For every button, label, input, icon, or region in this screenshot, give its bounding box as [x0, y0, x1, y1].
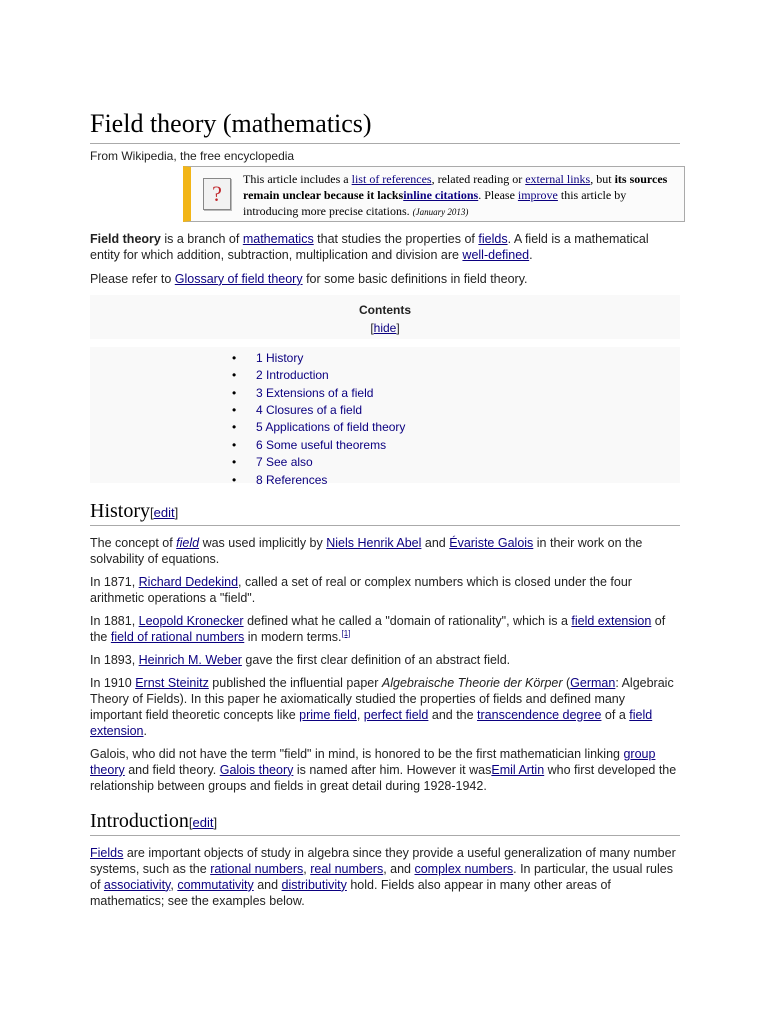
toc-list [90, 347, 680, 487]
history-paragraph: In 1893, Heinrich M. Weber gave the first clear definition of an abstract field. [90, 652, 511, 667]
improve-link[interactable]: improve [517, 187, 558, 202]
toc-item: • 8 References [232, 472, 680, 489]
galois-theory-link[interactable]: Galois theory [219, 762, 294, 777]
galois-link[interactable]: Évariste Galois [449, 535, 534, 550]
toc-item: • 5 Applications of field theory [232, 419, 680, 436]
prime-field-link[interactable]: prime field [299, 707, 357, 722]
field-extension-link-2[interactable]: field extension [90, 707, 653, 738]
toc-item: • 4 Closures of a field [232, 402, 680, 419]
question-mark-icon: ? [203, 178, 231, 210]
fields-link-2[interactable]: Fields [90, 845, 124, 860]
toc-link-introduction[interactable]: 2 Introduction [256, 368, 329, 383]
glossary-link[interactable]: Glossary of field theory [174, 271, 303, 286]
toc-link-history[interactable]: 1 History [256, 350, 304, 365]
citation-1-link[interactable]: [1] [341, 628, 351, 638]
external-links-link[interactable]: external links [525, 171, 591, 186]
history-heading: History[edit] [90, 499, 680, 526]
tagline: From Wikipedia, the free encyclopedia [90, 148, 295, 163]
toc-header: Contents [hide] [90, 295, 680, 339]
steinitz-link[interactable]: Ernst Steinitz [135, 675, 209, 690]
page-title: Field theory (mathematics) [90, 108, 680, 144]
toc-title: Contents [359, 302, 411, 317]
toc-link-theorems[interactable]: 6 Some useful theorems [256, 437, 387, 452]
list-of-references-link[interactable]: list of references [351, 171, 432, 186]
field-extension-link[interactable]: field extension [571, 613, 652, 628]
edit-introduction-link[interactable]: edit [192, 814, 214, 830]
intro-paragraph: Field theory is a branch of mathematics that studies the properties of fields. A field is a mathematical entity for which addition, subtraction, multiplication and division are well-defined. [90, 231, 649, 262]
fields-link[interactable]: fields [478, 231, 508, 246]
introduction-heading: Introduction[edit] [90, 809, 680, 836]
transcendence-degree-link[interactable]: transcendence degree [477, 707, 602, 722]
introduction-paragraph: Fields are important objects of study in algebra since they provide a useful generalization of many number systems, such as the rational numbers, real numbers, and complex numbers. In particular, the usual rules of associativity, commutativity and distributivity hold. Fields also appear in many other areas of mathematics; see the examples below. [90, 845, 676, 908]
toc-item: • 1 History [232, 350, 680, 367]
toc-link-closures[interactable]: 4 Closures of a field [256, 403, 363, 418]
inline-citations-link[interactable]: inline citations [403, 187, 479, 202]
german-link[interactable]: German [570, 675, 616, 690]
group-theory-link[interactable]: group theory [90, 746, 656, 777]
distributivity-link[interactable]: distributivity [281, 877, 347, 892]
toc-item: • 2 Introduction [232, 367, 680, 384]
toc-hide-link[interactable]: hide [373, 321, 397, 336]
commutativity-link[interactable]: commutativity [177, 877, 254, 892]
history-paragraph: The concept of field was used implicitly by Niels Henrik Abel and Évariste Galois in their work on the solvability of equations. [90, 535, 643, 566]
toc-link-applications[interactable]: 5 Applications of field theory [256, 420, 406, 435]
article [90, 108, 680, 909]
perfect-field-link[interactable]: perfect field [363, 707, 429, 722]
toc-item: • 3 Extensions of a field [232, 385, 680, 402]
introduction-section [90, 809, 680, 909]
mathematics-link[interactable]: mathematics [242, 231, 314, 246]
rational-numbers-link[interactable]: rational numbers [210, 861, 304, 876]
history-paragraph: Galois, who did not have the term "field" in mind, is honored to be the first mathematician linking group theory and field theory. Galois theory is named after him. However it wasEmil Artin who first developed the relationship between groups and fields in great detail during 1928-1942. [90, 746, 677, 793]
glossary-paragraph: Please refer to Glossary of field theory for some basic definitions in field theory. [90, 271, 528, 286]
kronecker-link[interactable]: Leopold Kronecker [138, 613, 244, 628]
history-paragraph: In 1881, Leopold Kronecker defined what he called a "domain of rationality", which is a field extension of the field of rational numbers in modern terms.[1] [90, 613, 666, 644]
toc-item: • 6 Some useful theorems [232, 437, 680, 454]
complex-numbers-link[interactable]: complex numbers [414, 861, 514, 876]
abel-link[interactable]: Niels Henrik Abel [326, 535, 422, 550]
toc-link-references[interactable]: 8 References [256, 472, 328, 487]
weber-link[interactable]: Heinrich M. Weber [138, 652, 242, 667]
history-paragraph: In 1871, Richard Dedekind, called a set of real or complex numbers which is closed under the four arithmetic operations a "field". [90, 574, 632, 605]
associativity-link[interactable]: associativity [103, 877, 171, 892]
toc-link-extensions[interactable]: 3 Extensions of a field [256, 385, 374, 400]
well-defined-link[interactable]: well-defined [462, 247, 530, 262]
notice-text: This article includes a list of references, related reading or external links, but its sources remain unclear because it lacksinline citations. Please improve this article by introducing more precise citations. (January 2013) [243, 171, 668, 218]
history-section [90, 499, 680, 794]
artin-link[interactable]: Emil Artin [491, 762, 545, 777]
notice-date: (January 2013) [412, 206, 469, 217]
toc-link-see-also[interactable]: 7 See also [256, 455, 313, 470]
history-paragraph: In 1910 Ernst Steinitz published the influential paper Algebraische Theorie der Körper (German: Algebraic Theory of Fields). In this paper he axiomatically studied the properties of fields and defined many important field theoretic concepts like prime field, perfect field and the transcendence degree of a field extension. [90, 675, 674, 738]
dedekind-link[interactable]: Richard Dedekind [138, 574, 239, 589]
real-numbers-link[interactable]: real numbers [310, 861, 384, 876]
toc-item: • 7 See also [232, 454, 680, 471]
field-link[interactable]: field [176, 535, 200, 550]
rational-field-link[interactable]: field of rational numbers [110, 629, 245, 644]
edit-history-link[interactable]: edit [153, 504, 175, 520]
citation-notice [183, 166, 685, 222]
